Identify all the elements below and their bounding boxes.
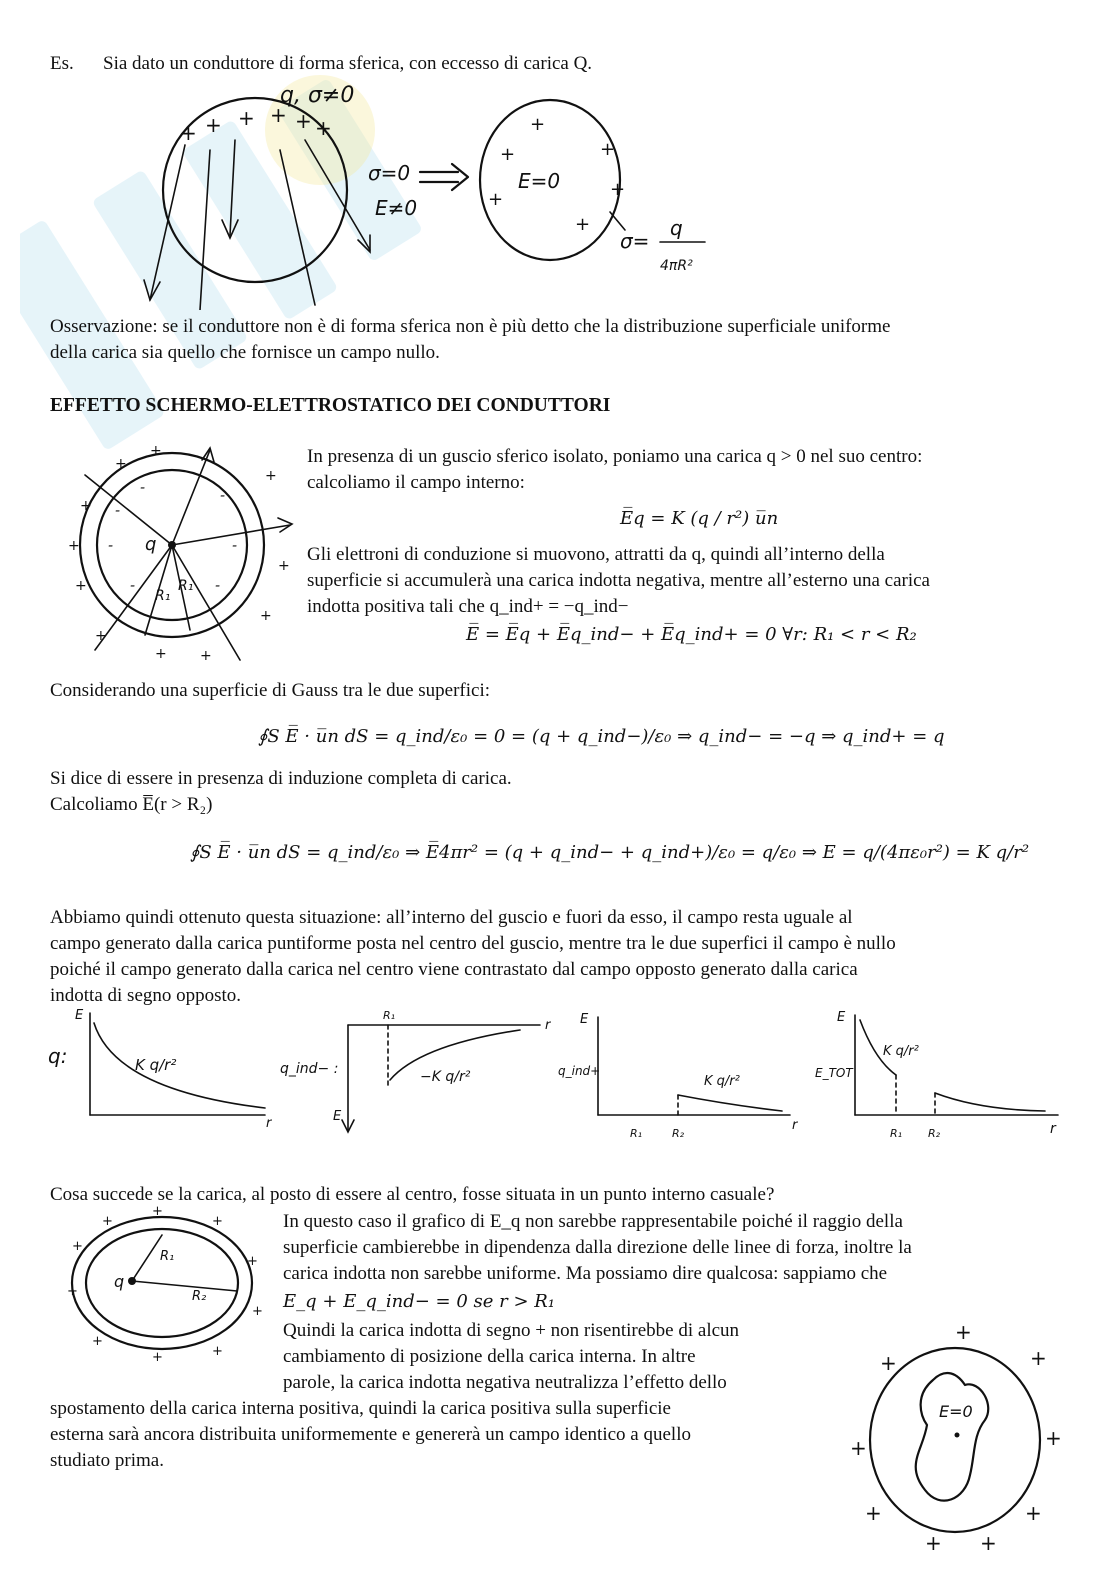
random-line-2: superficie cambierebbe in dipendenza dalla direzione delle linee di forza, inoltre la — [283, 1237, 912, 1258]
gauss-intro: Considerando una superficie di Gauss tra le due superfici: — [50, 680, 491, 701]
svg-text:R₁: R₁ — [630, 1127, 643, 1140]
e-zero-label: E=0 — [518, 169, 561, 193]
svg-text:E=0: E=0 — [939, 1402, 973, 1421]
svg-text:+: + — [980, 1531, 997, 1555]
graph-qind-plus-label: q_ind+ — [558, 1064, 601, 1078]
graph-q — [48, 1008, 273, 1131]
svg-text:R₂: R₂ — [672, 1127, 685, 1140]
shell-p2-line-1: Gli elettroni di conduzione si muovono, attratti da q, quindi all’interno della — [307, 544, 885, 565]
svg-text:+: + — [152, 1205, 163, 1219]
example-label: Es. — [50, 53, 74, 74]
random-line-6: cambiamento di posizione della carica interna. In altre — [283, 1346, 696, 1367]
svg-text:r: r — [1050, 1121, 1056, 1137]
svg-text:+: + — [278, 558, 290, 574]
graph-etot-label: E_TOT — [815, 1066, 853, 1080]
svg-text:+: + — [530, 114, 546, 135]
implies-arrow — [420, 164, 468, 190]
equation-gauss-1: ∮S E̅ · u̅n dS = q_ind/ε₀ = 0 = (q + q_ind−)/ε₀ ⇒ q_ind− = −q ⇒ q_ind+ = q — [258, 726, 945, 747]
graph-etot-curve: K q/r² — [883, 1044, 919, 1059]
svg-text:R₂: R₂ — [928, 1127, 941, 1140]
sigma-eq-label: σ= — [620, 229, 650, 253]
svg-text:E: E — [333, 1109, 342, 1124]
svg-text:+: + — [260, 608, 272, 624]
field-graphs — [40, 1005, 1080, 1155]
random-line-10: studiato prima. — [50, 1450, 164, 1471]
shell-p2-line-3: indotta positiva tali che q_ind+ = −q_ind− — [307, 596, 629, 617]
svg-text:+: + — [575, 214, 591, 235]
svg-text:+: + — [180, 121, 197, 145]
svg-text:-: - — [232, 538, 238, 554]
shell-r2-label: R₁ — [178, 578, 194, 594]
svg-text:+: + — [205, 113, 222, 137]
graph-qind-minus — [280, 1009, 552, 1132]
svg-text:+: + — [102, 1214, 113, 1229]
section-title: EFFETTO SCHERMO-ELETTROSTATICO DEI CONDUTTORI — [50, 395, 611, 416]
svg-text:q: q — [114, 1272, 125, 1291]
svg-text:r: r — [792, 1118, 798, 1133]
sigma-zero-label: σ=0 — [368, 161, 411, 185]
svg-text:+: + — [68, 538, 80, 554]
equation-field-q: E̅q = K (q / r²) u̅n — [620, 508, 779, 529]
svg-text:+: + — [212, 1344, 223, 1359]
svg-text:+: + — [955, 1325, 972, 1344]
shell-r1-label: R₁ — [155, 588, 171, 604]
random-line-9: esterna sarà ancora distribuita uniformemente e genererà un campo identico a quello — [50, 1424, 691, 1445]
example-text: Sia dato un conduttore di forma sferica, con eccesso di carica Q. — [103, 53, 593, 74]
graph-q-curve-label: K q/r² — [135, 1056, 177, 1074]
svg-text:+: + — [67, 1284, 78, 1299]
charge-sigma-label: q, σ≠0 — [280, 83, 355, 108]
spherical-conductor-figure — [130, 80, 730, 310]
random-line-8: spostamento della carica interna positiva, quindi la carica positiva sulla superficie — [50, 1398, 671, 1419]
graph-q-label: q: — [48, 1044, 68, 1068]
svg-text:+: + — [152, 1350, 163, 1365]
graph-etot — [815, 1010, 1058, 1140]
svg-text:+: + — [265, 468, 277, 484]
svg-text:+: + — [488, 189, 504, 210]
svg-text:+: + — [1025, 1501, 1042, 1525]
svg-text:+: + — [95, 628, 107, 644]
svg-text:-: - — [115, 503, 121, 519]
summary-line-3: poiché il campo generato dalla carica nel centro viene contrastato dal campo opposto generato dalla carica — [50, 959, 858, 980]
svg-text:+: + — [238, 106, 255, 130]
random-question: Cosa succede se la carica, al posto di essere al centro, fosse situata in un punto interno casuale? — [50, 1184, 775, 1205]
cavity-conductor-figure — [845, 1325, 1065, 1555]
svg-text:r: r — [266, 1116, 272, 1131]
svg-text:r: r — [545, 1018, 551, 1033]
svg-text:E: E — [837, 1010, 846, 1025]
svg-text:-: - — [220, 488, 226, 504]
svg-text:+: + — [1030, 1346, 1047, 1370]
svg-text:-: - — [130, 578, 136, 594]
calc-text: Calcoliamo E̅(r > R₂) — [50, 794, 213, 815]
svg-text:+: + — [880, 1351, 897, 1375]
random-line-3: carica indotta non sarebbe uniforme. Ma possiamo dire qualcosa: sappiamo che — [283, 1263, 888, 1284]
random-line-7: parole, la carica indotta negativa neutralizza l’effetto dello — [283, 1372, 727, 1393]
summary-line-4: indotta di segno opposto. — [50, 985, 242, 1006]
e-not-zero-label: E≠0 — [375, 196, 418, 220]
shell-p2-line-2: superficie si accumulerà una carica indotta negativa, mentre all’esterno una carica — [307, 570, 930, 591]
graph-qind-plus — [558, 1012, 799, 1140]
spherical-shell-figure — [60, 440, 300, 670]
graph-qind-plus-curve: K q/r² — [704, 1074, 740, 1089]
svg-text:+: + — [92, 1334, 103, 1349]
field-lines — [144, 140, 370, 310]
svg-text:E: E — [580, 1012, 589, 1027]
shell-p1-line-1: In presenza di un guscio sferico isolato, poniamo una carica q > 0 nel suo centro: — [307, 446, 923, 467]
svg-text:+: + — [200, 648, 212, 664]
equation-gauss-2: ∮S E̅ · u̅n dS = q_ind/ε₀ ⇒ E̅4πr² = (q + q_ind− + q_ind+)/ε₀ = q/ε₀ ⇒ E = q/(4πε₀r²) = K q/r² — [190, 842, 1030, 863]
svg-text:+: + — [150, 443, 162, 459]
svg-text:+: + — [75, 578, 87, 594]
svg-text:E: E — [75, 1008, 84, 1023]
svg-text:+: + — [500, 144, 516, 165]
random-line-1: In questo caso il grafico di E_q non sarebbe rappresentabile poiché il raggio della — [283, 1211, 903, 1232]
svg-text:+: + — [315, 116, 332, 140]
svg-text:R₁: R₁ — [383, 1009, 396, 1022]
svg-text:+: + — [600, 139, 616, 160]
svg-text:+: + — [115, 456, 127, 472]
svg-text:+: + — [247, 1254, 258, 1269]
summary-line-2: campo generato dalla carica puntiforme posta nel centro del guscio, mentre tra le due superfici il campo è nullo — [50, 933, 896, 954]
offcenter-charge-figure — [62, 1205, 272, 1365]
sigma-num-label: q — [670, 216, 683, 240]
graph-qind-minus-curve: −K q/r² — [420, 1069, 471, 1085]
induction-text: Si dice di essere in presenza di induzione completa di carica. — [50, 768, 512, 789]
svg-text:+: + — [295, 109, 312, 133]
svg-text:+: + — [925, 1531, 942, 1555]
svg-text:+: + — [1045, 1426, 1062, 1450]
svg-text:+: + — [610, 179, 626, 200]
summary-line-1: Abbiamo quindi ottenuto questa situazione: all’interno del guscio e fuori da esso, il campo resta uguale al — [50, 907, 853, 928]
shell-q-label: q — [145, 534, 157, 555]
graph-qind-minus-label: q_ind− : — [280, 1061, 339, 1077]
svg-text:R₁: R₁ — [890, 1127, 903, 1140]
svg-text:-: - — [140, 480, 146, 496]
observation-line-1: Osservazione: se il conduttore non è di forma sferica non è più detto che la distribuzione superficiale uniforme — [50, 316, 891, 337]
svg-text:R₁: R₁ — [160, 1249, 175, 1264]
observation-line-2: della carica sia quello che fornisce un campo nullo. — [50, 342, 440, 363]
svg-text:-: - — [215, 578, 221, 594]
svg-text:+: + — [212, 1214, 223, 1229]
svg-text:+: + — [155, 646, 167, 662]
svg-text:-: - — [108, 538, 114, 554]
svg-text:+: + — [865, 1501, 882, 1525]
svg-text:+: + — [252, 1304, 263, 1319]
random-line-5: Quindi la carica indotta di segno + non risentirebbe di alcun — [283, 1320, 740, 1341]
svg-text:R₂: R₂ — [192, 1289, 207, 1304]
svg-text:+: + — [850, 1436, 867, 1460]
random-line-4: E_q + E_q_ind− = 0 se r > R₁ — [283, 1291, 556, 1312]
svg-text:+: + — [72, 1239, 83, 1254]
equation-field-sum: E̅ = E̅q + E̅q_ind− + E̅q_ind+ = 0 ∀r: R₁ < r < R₂ — [466, 624, 917, 645]
shell-p1-line-2: calcoliamo il campo interno: — [307, 472, 525, 493]
svg-text:+: + — [270, 103, 287, 127]
svg-text:+: + — [80, 498, 92, 514]
sigma-den-label: 4πR² — [660, 258, 693, 274]
